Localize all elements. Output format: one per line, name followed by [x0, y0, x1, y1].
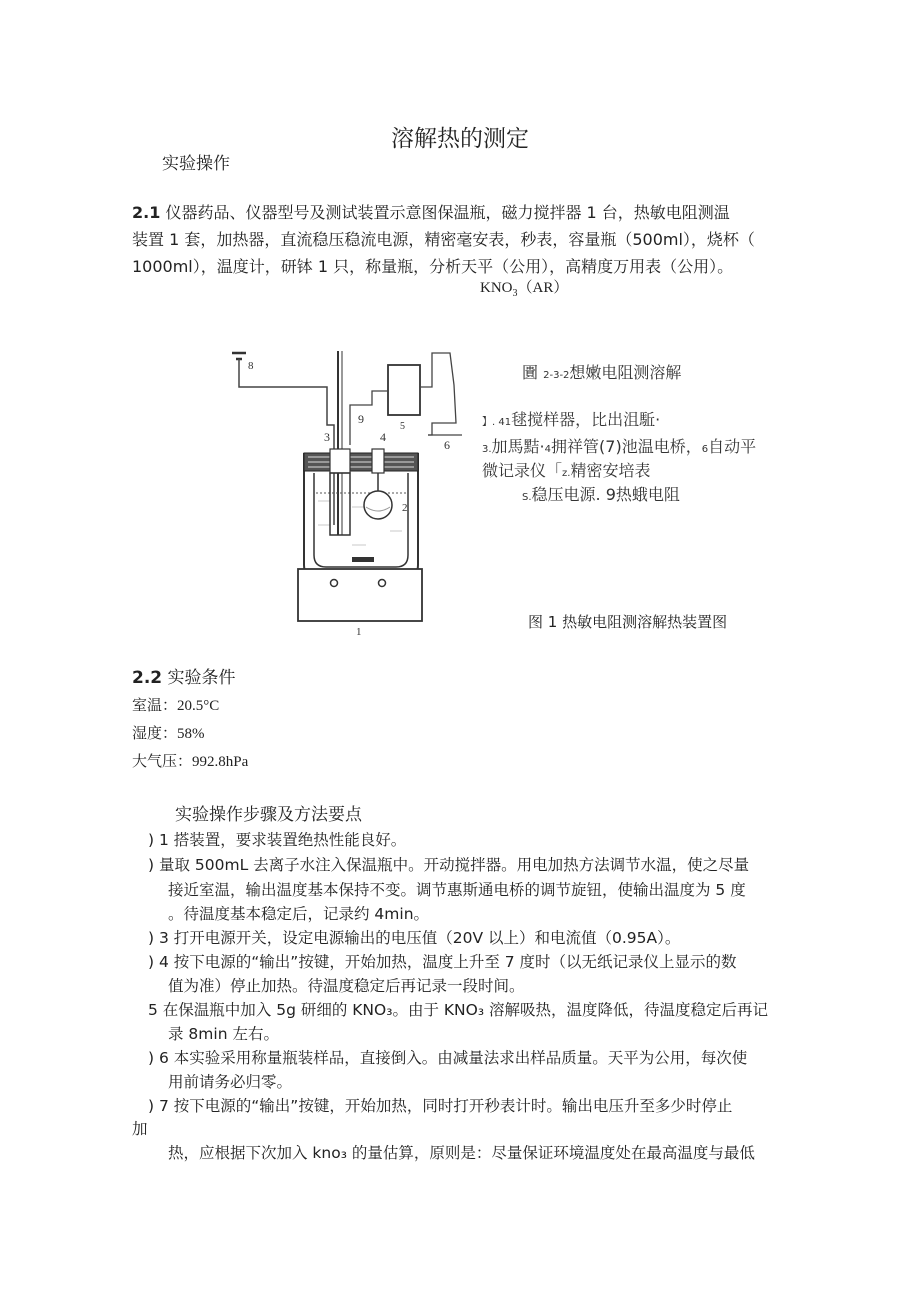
step-line: ) 4 按下电源的“输出”按键，开始加热，温度上升至 7 度时（以无纸记录仪上显示的数: [148, 953, 737, 971]
reagent-name: KNO: [480, 280, 513, 296]
step-line: 录 8min 左右。: [168, 1025, 279, 1043]
step-line: ) 量取 500mL 去离子水注入保温瓶中。开动搅拌器。用电加热方法调节水温，使之尽量: [148, 856, 750, 874]
section-number: 2.1: [132, 203, 161, 222]
legend-line-3-part-b: z.: [562, 468, 571, 479]
page-title: 溶解热的测定: [391, 126, 529, 152]
step-line: ) 7 按下电源的“输出”按键，开始加热，同时打开秒表计时。输出电压升至多少时停止: [148, 1097, 733, 1115]
humidity: 湿度：58%: [132, 726, 205, 742]
diagram-label-8: 8: [248, 360, 254, 372]
legend-line-2-part-d: 拥祥管: [551, 437, 600, 456]
legend-caption-part-a: 圚: [522, 363, 539, 382]
legend-line-3: [482, 458, 650, 481]
reagent-label: [480, 276, 568, 299]
legend-line-1: [482, 407, 660, 430]
stirrer-base: [298, 569, 422, 621]
step-line: ) 3 打开电源开关，设定电源输出的电压值（20V 以上）和电流值（0.95A）。: [148, 929, 681, 947]
step-line: 热，应根据下次加入 kno₃ 的量估算，原则是：尽量保证环境温度处在最高温度与最低: [168, 1144, 755, 1162]
reagent-grade: （AR）: [517, 280, 569, 296]
section-title: 实验条件: [167, 668, 236, 688]
diagram-label-5: 5: [400, 421, 405, 432]
legend-caption-part-b: 2-3-2: [543, 370, 570, 381]
legend-line-4-part-a: S.: [522, 492, 532, 503]
legend-line-3-part-c: 精密安培表: [570, 461, 651, 480]
legend-line-2-part-b: 加馬黠·: [491, 437, 545, 456]
legend-line-2-part-c: 4: [544, 444, 552, 455]
legend-line-4-part-c: 热蛾电阻: [615, 485, 680, 504]
lid-port-left: [330, 449, 350, 473]
room-temperature: 室温：20.5°C: [132, 698, 220, 714]
section-heading-experiment: 实验操作: [162, 154, 230, 174]
legend-line-3-part-a: 微记录仪「: [482, 461, 563, 480]
legend-line-2-part-g: 6: [701, 444, 709, 455]
step-line: ) 6 本实验采用称量瓶装样品，直接倒入。由减量法求出样品质量。天平为公用，每次使: [148, 1049, 748, 1067]
step-line: 用前请务必归零。: [168, 1073, 293, 1091]
legend-line-4-part-b: 稳压电源. 9: [531, 485, 616, 504]
legend-line-2: [482, 434, 756, 457]
steps-heading: 实验操作步骤及方法要点: [175, 805, 362, 825]
recorder-outline: [420, 353, 456, 435]
atmospheric-pressure: 大气压：992.8hPa: [132, 754, 249, 770]
diagram-label-4: 4: [380, 430, 386, 444]
step-line: 5 在保温瓶中加入 5g 研细的 KNO₃。由于 KNO₃ 溶解吸热，温度降低，待温度稳定后再记: [148, 1001, 768, 1019]
diagram-label-3: 3: [324, 430, 330, 444]
sample-bulb: [364, 491, 392, 519]
legend-line-1-part-a: 】. 41: [482, 417, 512, 428]
stirrer-bar: [352, 557, 374, 562]
legend-line-2-part-f: 池温电桥，: [621, 437, 702, 456]
flask-inner-wall: [314, 473, 408, 567]
step-line: ) 1 搭装置，要求装置绝热性能良好。: [148, 831, 407, 849]
apparatus-diagram: [222, 345, 480, 637]
step-line: 接近室温，输出温度基本保持不变。调节惠斯通电桥的调节旋钮，使输出温度为 5 度: [168, 881, 746, 899]
legend-caption-part-c: 想嫩电阻测溶解: [569, 363, 682, 382]
diagram-label-9: 9: [358, 412, 364, 426]
section-2-1-line-1: [132, 199, 730, 226]
lid-port-right: [372, 449, 384, 473]
legend-line-1-part-b: 毬搅样器，比出沮駈·: [511, 410, 661, 429]
diagram-label-1: 1: [356, 626, 362, 637]
step-line: 值为准）停止加热。待温度稳定后再记录一段时间。: [168, 977, 525, 995]
heater-tube: [330, 473, 350, 535]
diagram-label-2: 2: [402, 502, 408, 514]
reagent-subscript: 3: [512, 288, 518, 299]
section-2-1-line-2: 装置 1 套，加热器，直流稳压稳流电源，精密毫安表，秒表，容量瓶（500ml），烧杯（: [132, 230, 755, 249]
legend-line-4: [522, 482, 680, 505]
section-2-1-line-3: 1000ml），温度计，研钵 1 只，称量瓶，分析天平（公用），高精度万用表（公用）。: [132, 257, 734, 276]
section-number: 2.2: [132, 668, 163, 688]
ammeter-box: [388, 365, 420, 415]
section-text: 仪器药品、仪器型号及测试装置示意图保温瓶，磁力搅拌器 1 台，热敏电阻测温: [165, 203, 730, 222]
diagram-label-6: 6: [444, 438, 450, 452]
step-line: 加: [132, 1120, 148, 1138]
figure-caption: 图 1 热敏电阻测溶解热装置图: [528, 613, 728, 631]
legend-line-2-part-a: 3.: [482, 444, 492, 455]
legend-line-2-part-e: (7): [599, 437, 622, 456]
section-2-2-heading: [132, 663, 236, 688]
legend-caption: [522, 360, 681, 383]
legend-line-2-part-h: 自动平: [708, 437, 757, 456]
step-line: 。待温度基本稳定后，记录约 4min。: [168, 905, 430, 923]
